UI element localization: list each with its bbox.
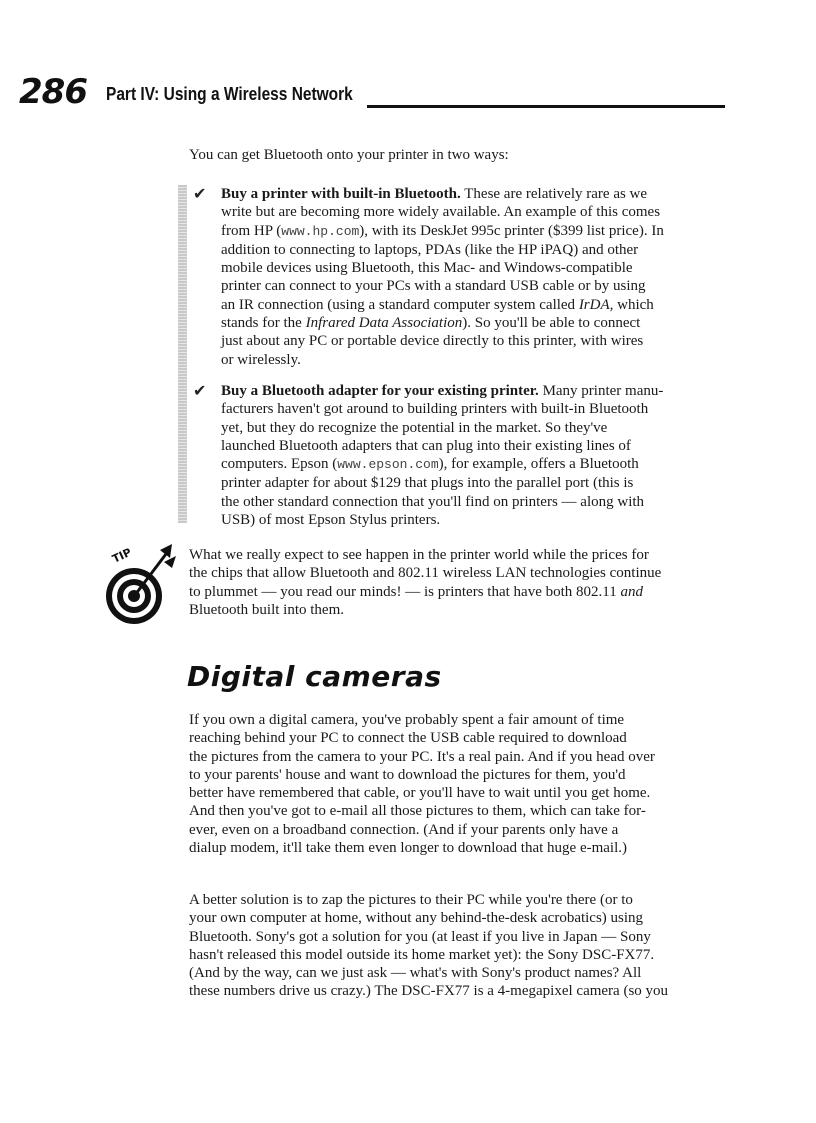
text-line: And then you've got to e-mail all those pictures to them, which can take for- bbox=[189, 803, 646, 820]
bullet-item-builtin bbox=[193, 184, 664, 369]
page-number: 286 bbox=[19, 72, 87, 112]
text-line: to your parents' house and want to download the pictures for them, you'd bbox=[189, 766, 626, 783]
running-header bbox=[19, 72, 709, 116]
text-line: printer adapter for about $129 that plugs into the parallel port (this is bbox=[221, 475, 634, 492]
tip-target-icon bbox=[98, 540, 178, 630]
checkmark-icon: ✔ bbox=[193, 381, 207, 400]
text-line: facturers haven't got around to building printers with built-in Bluetooth bbox=[221, 401, 649, 418]
text-line: If you own a digital camera, you've probably spent a fair amount of time bbox=[189, 712, 625, 728]
bullet-text bbox=[221, 382, 663, 529]
text-line: the pictures from the camera to your PC. It's a real pain. And if you head over bbox=[189, 748, 655, 765]
text-line: What we really expect to see happen in the printer world while the prices for bbox=[189, 547, 649, 563]
text-line: better have remembered that cable, or you'll have to wait until you get home. bbox=[189, 785, 651, 802]
bullet-item-adapter bbox=[193, 381, 664, 529]
text-line: A better solution is to zap the pictures to their PC while you're there (or to bbox=[189, 892, 633, 908]
text-line: from HP (www.hp.com), with its DeskJet 995c printer ($399 list price). In bbox=[221, 222, 664, 239]
text-line: addition to connecting to laptops, PDAs (like the HP iPAQ) and other bbox=[221, 241, 639, 258]
text-line: USB) of most Epson Stylus printers. bbox=[221, 512, 441, 529]
text-line: reaching behind your PC to connect the USB cable required to download bbox=[189, 730, 627, 747]
text-line: Bluetooth built into them. bbox=[189, 601, 344, 618]
text-line: dialup modem, it'll take them even longer to download that huge e-mail.) bbox=[189, 840, 628, 857]
body-paragraph bbox=[189, 891, 668, 1001]
body-paragraph bbox=[189, 711, 655, 857]
bullet-text bbox=[221, 185, 664, 369]
tip-icon-label: TIP bbox=[110, 545, 134, 566]
part-title: Part IV: Using a Wireless Network bbox=[106, 84, 353, 104]
text-line: stands for the Infrared Data Association). So you'll be able to connect bbox=[221, 315, 641, 332]
text-line: hasn't released this model outside its home market yet): the Sony DSC-FX77. bbox=[189, 946, 655, 963]
text-line: mobile devices using Bluetooth, this Mac- and Windows-compatible bbox=[221, 260, 633, 277]
text-line: (And by the way, can we just ask — what's with Sony's product names? All bbox=[189, 965, 642, 982]
text-line: these numbers drive us crazy.) The DSC-FX77 is a 4-megapixel camera (so you bbox=[189, 983, 669, 1000]
intro-paragraph: You can get Bluetooth onto your printer in two ways: bbox=[189, 147, 509, 163]
text-line: Buy a Bluetooth adapter for your existing printer. Many printer manu- bbox=[221, 383, 664, 399]
text-line: just about any PC or portable device directly to this printer, with wires bbox=[221, 333, 644, 350]
checkmark-icon: ✔ bbox=[193, 184, 207, 203]
text-line: the other standard connection that you'll find on printers — along with bbox=[221, 493, 645, 510]
text-line: Bluetooth. Sony's got a solution for you (at least if you live in Japan — Sony bbox=[189, 928, 651, 945]
text-line: an IR connection (using a standard computer system called IrDA, which bbox=[221, 296, 654, 313]
tip-paragraph bbox=[189, 546, 661, 619]
text-line: to plummet — you read our minds! — is printers that have both 802.11 and bbox=[189, 583, 643, 600]
text-line: or wirelessly. bbox=[221, 351, 301, 368]
text-line: the chips that allow Bluetooth and 802.11 wireless LAN technologies continue bbox=[189, 565, 662, 582]
text-line: printer can connect to your PCs with a standard USB cable or by using bbox=[221, 278, 646, 295]
bullet-list-bar bbox=[178, 185, 187, 523]
text-line: computers. Epson (www.epson.com), for example, offers a Bluetooth bbox=[221, 456, 639, 473]
text-line: ever, even on a broadband connection. (And if your parents only have a bbox=[189, 821, 619, 838]
header-rule bbox=[367, 105, 725, 108]
section-heading: Digital cameras bbox=[187, 660, 442, 693]
text-line: Buy a printer with built-in Bluetooth. These are relatively rare as we bbox=[221, 186, 648, 202]
text-line: yet, but they do recognize the potential in the market. So they've bbox=[221, 419, 608, 436]
text-line: launched Bluetooth adapters that can plug into their existing lines of bbox=[221, 437, 631, 454]
text-line: your own computer at home, without any behind-the-desk acrobatics) using bbox=[189, 910, 644, 927]
text-line: write but are becoming more widely available. An example of this comes bbox=[221, 204, 661, 221]
